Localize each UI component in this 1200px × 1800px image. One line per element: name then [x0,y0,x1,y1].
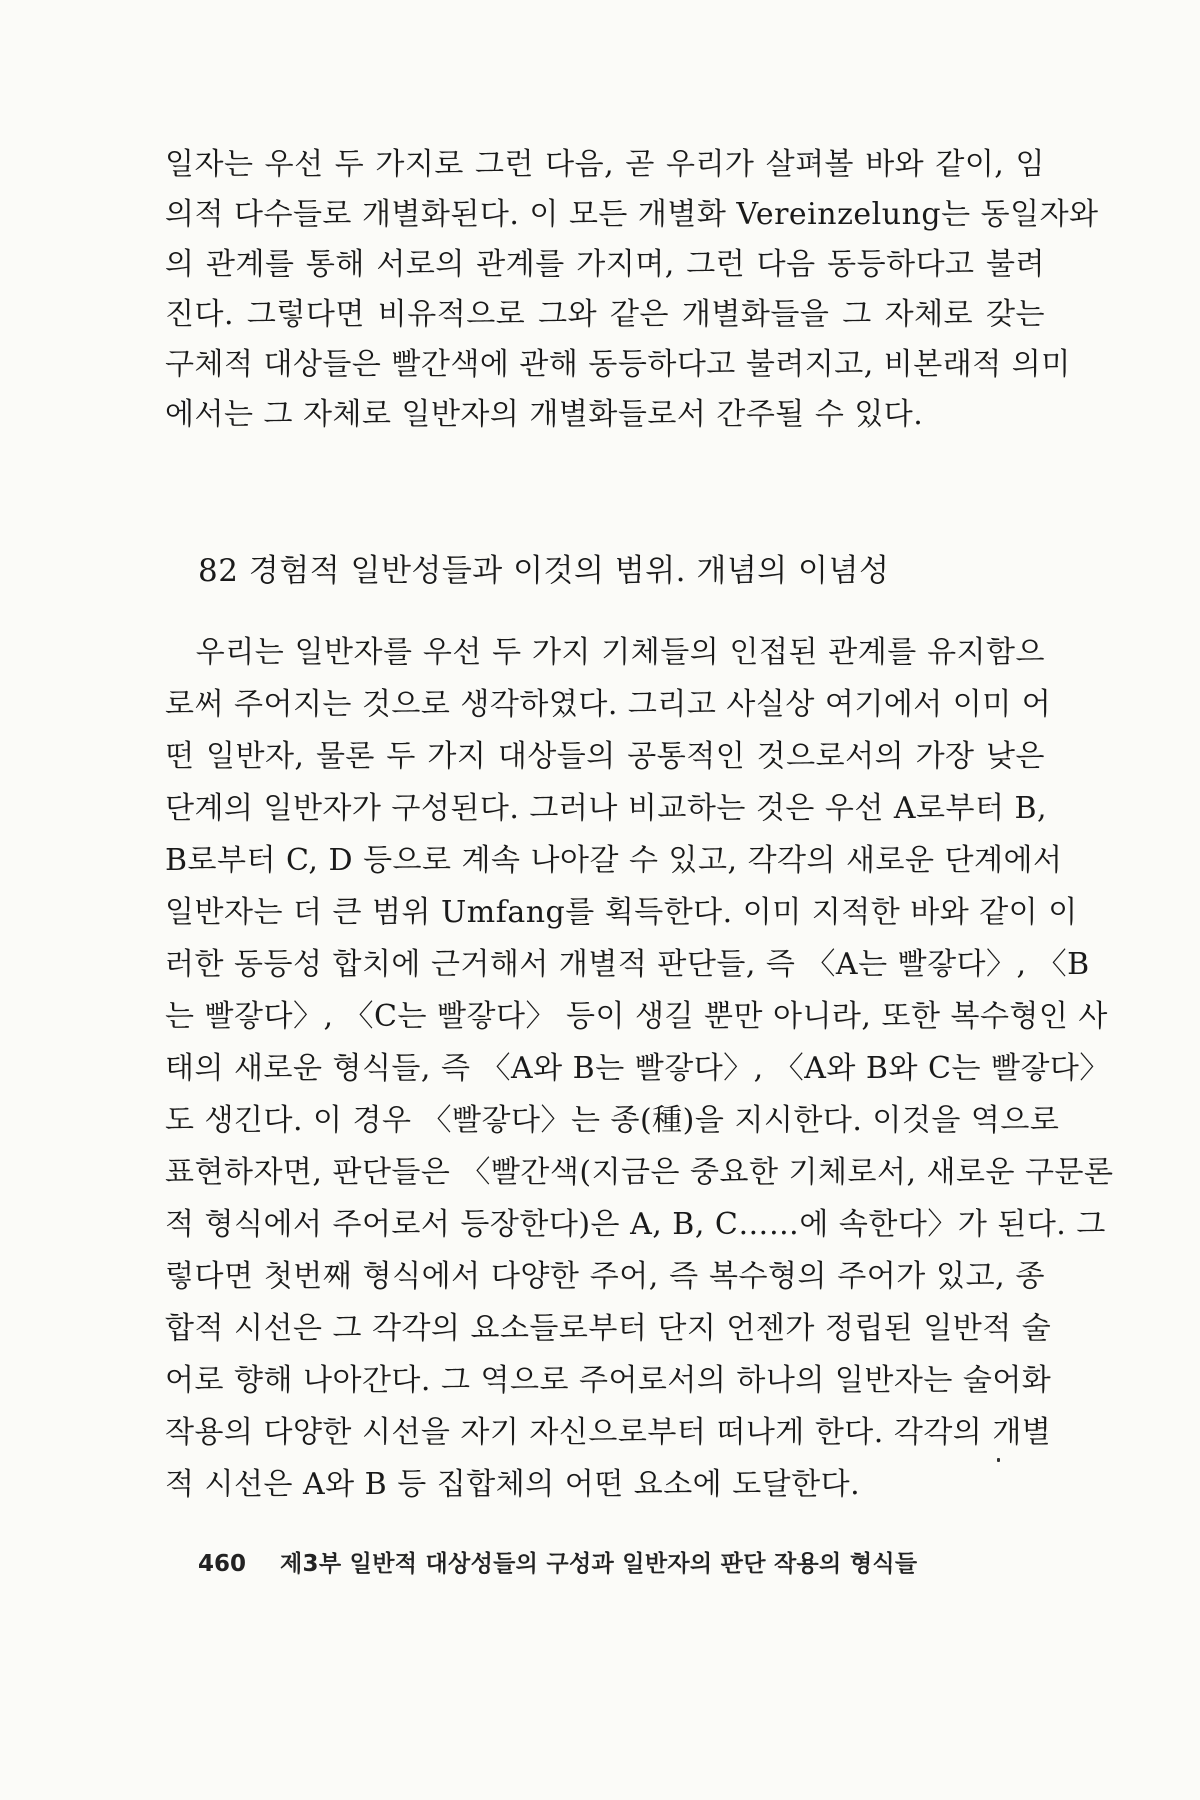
text-line: 일반자는 더 큰 범위 Umfang를 획득한다. 이미 지적한 바와 같이 이 [165,895,1078,930]
text-line: 적 형식에서 주어로서 등장한다)은 A, B, C……에 속한다〉가 된다. 그 [165,1207,1106,1242]
text-line: 도 생긴다. 이 경우 〈빨갛다〉는 종(種)을 지시한다. 이것을 역으로 [165,1103,1060,1138]
text-line: 어로 향해 나아간다. 그 역으로 주어로서의 하나의 일반자는 술어화 [165,1363,1052,1398]
text-line: 일자는 우선 두 가지로 그런 다음, 곧 우리가 살펴볼 바와 같이, 임 [165,147,1045,182]
paragraph-1 [165,140,1099,440]
print-speck [997,1458,1000,1462]
text-line: 구체적 대상들은 빨간색에 관해 동등하다고 불려지고, 비본래적 의미 [165,347,1071,382]
text-line: 로써 주어지는 것으로 생각하였다. 그리고 사실상 여기에서 이미 어 [165,687,1052,722]
text-line: 렇다면 첫번째 형식에서 다양한 주어, 즉 복수형의 주어가 있고, 종 [165,1259,1045,1294]
paragraph-2 [165,627,1114,1511]
text-line: B로부터 C, D 등으로 계속 나아갈 수 있고, 각각의 새로운 단계에서 [165,843,1063,878]
text-line: 우리는 일반자를 우선 두 가지 기체들의 인접된 관계를 유지함으 [165,635,1045,670]
text-line: 는 빨갛다〉, 〈C는 빨갛다〉 등이 생길 뿐만 아니라, 또한 복수형인 사 [165,999,1108,1034]
page-footer [198,1545,917,1578]
text-line: 단계의 일반자가 구성된다. 그러나 비교하는 것은 우선 A로부터 B, [165,791,1048,826]
text-line: 떤 일반자, 물론 두 가지 대상들의 공통적인 것으로서의 가장 낮은 [165,739,1045,774]
text-line: 의 관계를 통해 서로의 관계를 가지며, 그런 다음 동등하다고 불려 [165,247,1045,282]
text-line: 작용의 다양한 시선을 자기 자신으로부터 떠나게 한다. 각각의 개별 [165,1415,1052,1450]
text-line: 의적 다수들로 개별화된다. 이 모든 개별화 Vereinzelung는 동일자와 [165,197,1099,232]
text-line: 러한 동등성 합치에 근거해서 개별적 판단들, 즉 〈A는 빨갛다〉, 〈B [165,947,1090,982]
page-number: 460 [198,1551,247,1577]
section-heading: 82 경험적 일반성들과 이것의 범위. 개념의 이념성 [198,553,890,589]
text-line: 표현하자면, 판단들은 〈빨간색(지금은 중요한 기체로서, 새로운 구문론 [165,1155,1114,1190]
running-head: 제3부 일반적 대상성들의 구성과 일반자의 판단 작용의 형식들 [280,1551,918,1577]
text-line: 적 시선은 A와 B 등 집합체의 어떤 요소에 도달한다. [165,1467,861,1502]
text-line: 태의 새로운 형식들, 즉 〈A와 B는 빨갛다〉, 〈A와 B와 C는 빨갛다〉 [165,1051,1110,1086]
text-line: 에서는 그 자체로 일반자의 개별화들로서 간주될 수 있다. [165,397,924,432]
text-line: 진다. 그렇다면 비유적으로 그와 같은 개별화들을 그 자체로 갖는 [165,297,1045,332]
text-line: 합적 시선은 그 각각의 요소들로부터 단지 언젠가 정립된 일반적 술 [165,1311,1052,1346]
